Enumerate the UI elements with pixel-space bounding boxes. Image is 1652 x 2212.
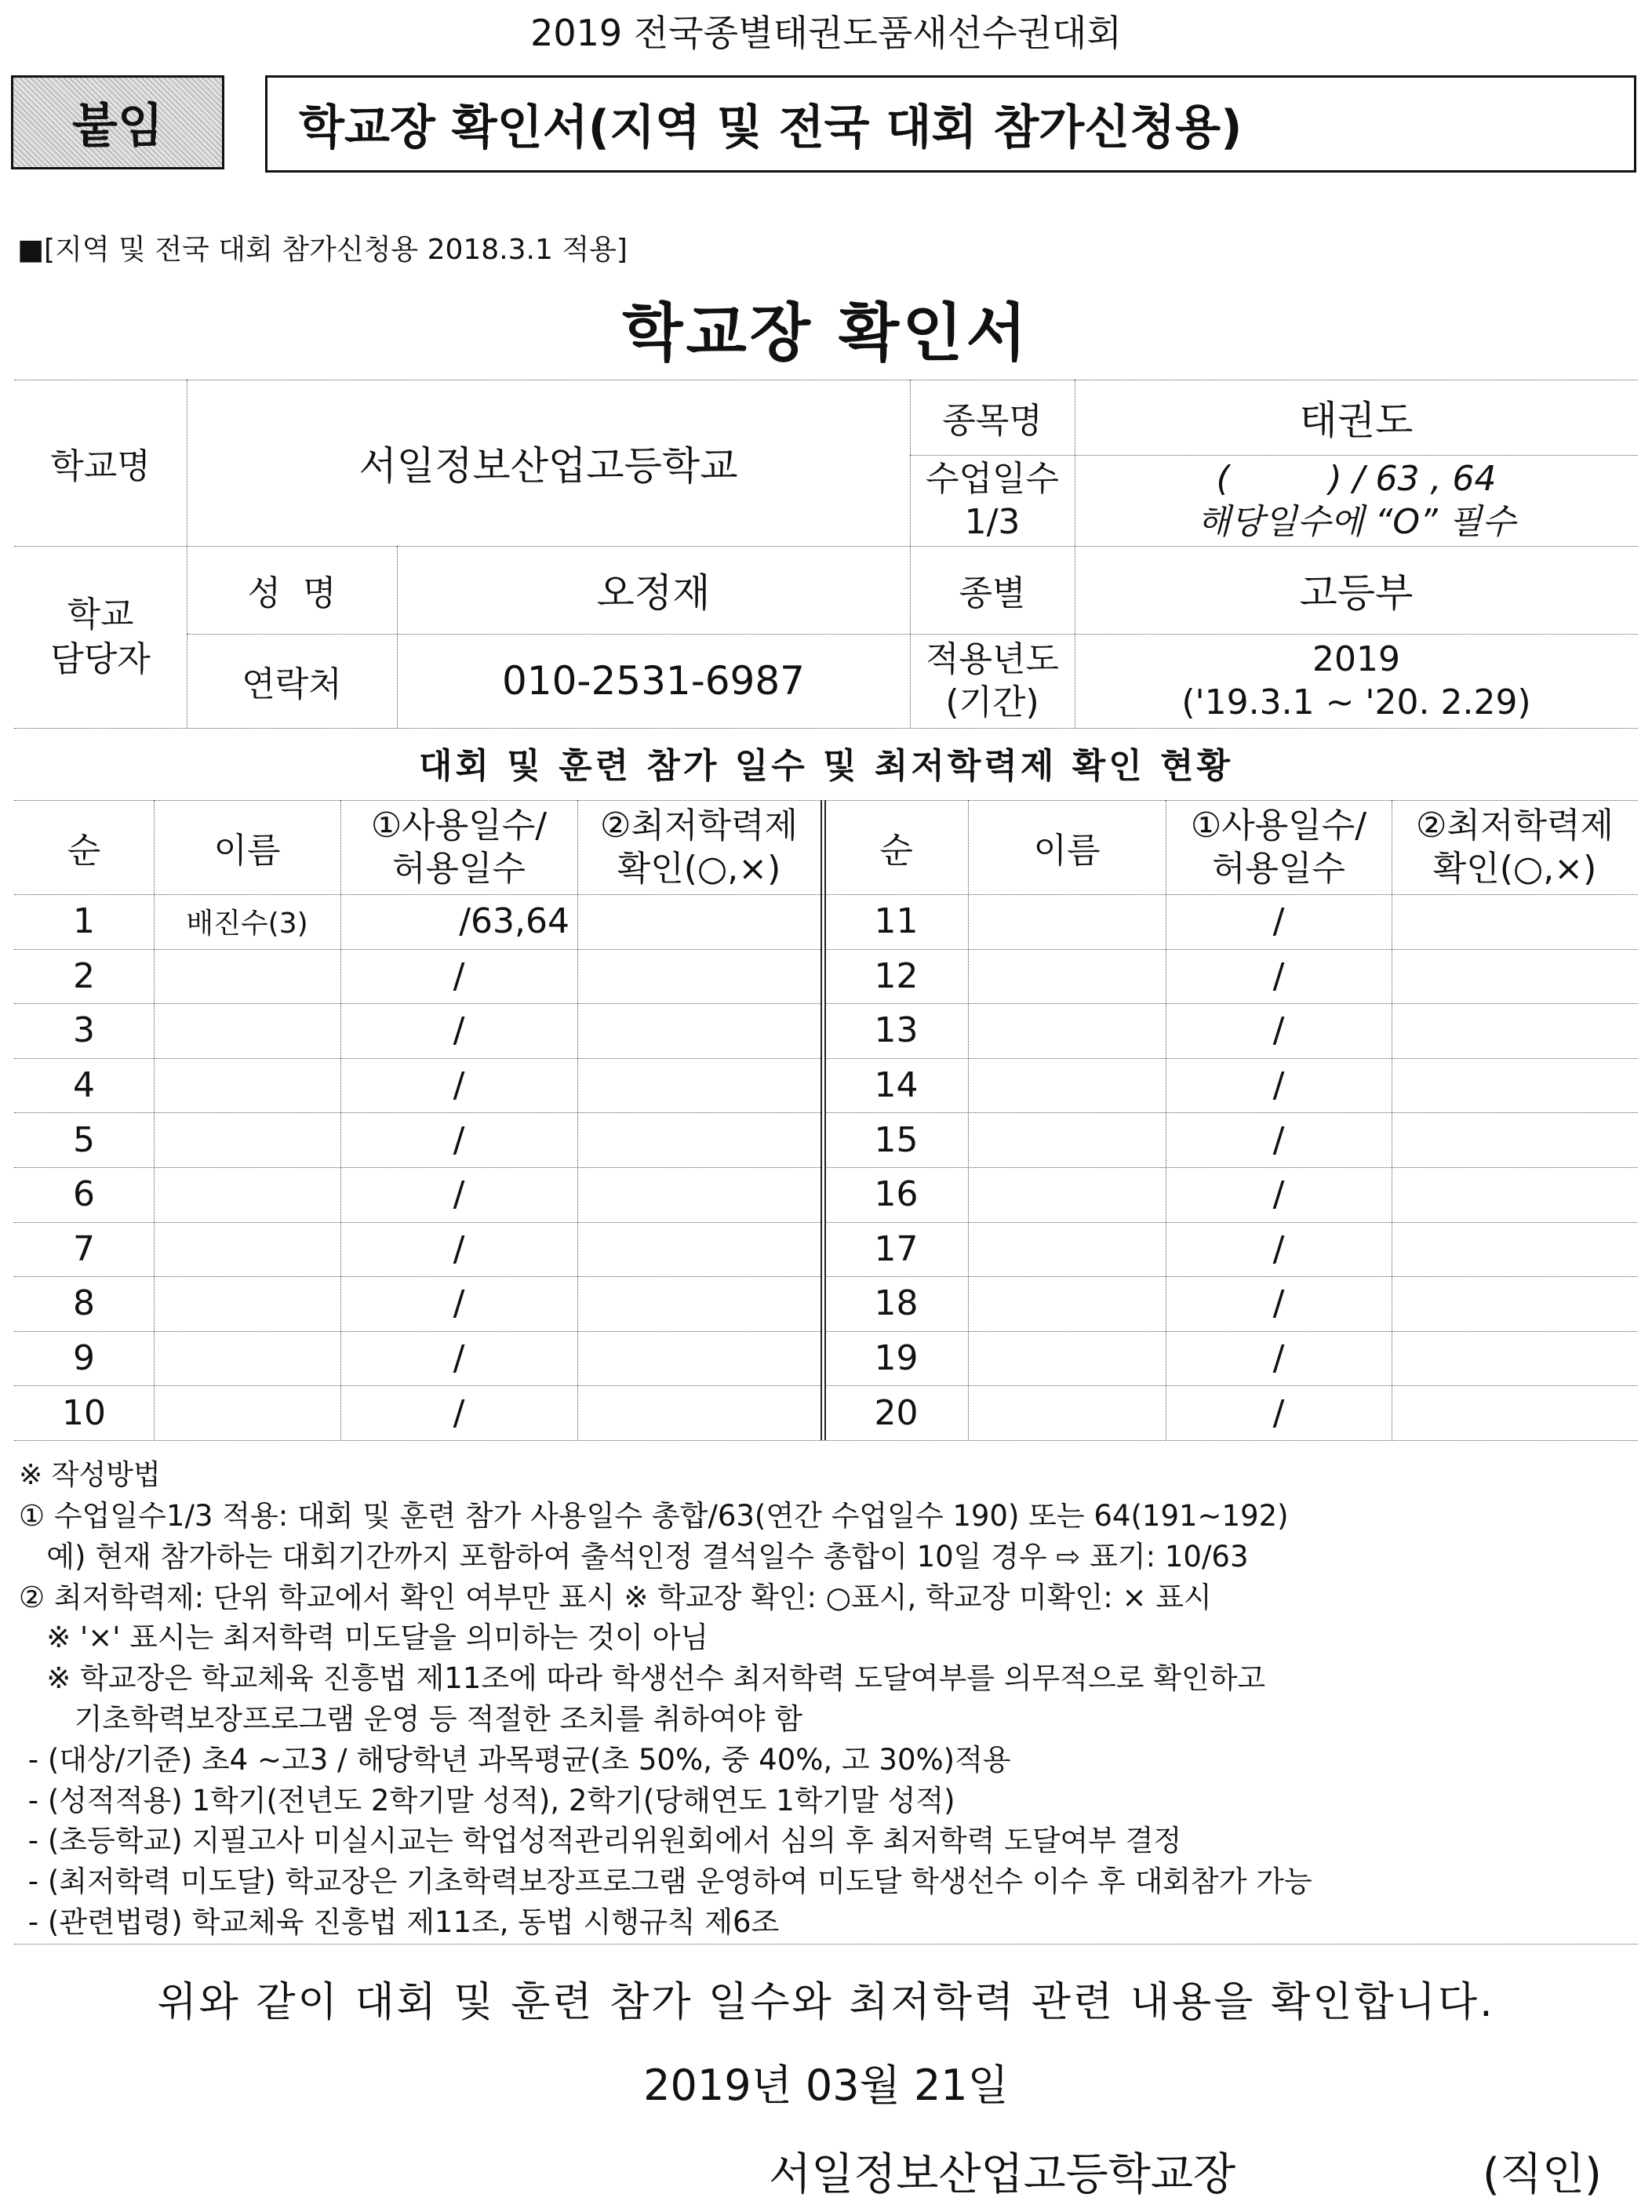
- event-name-value: 태권도: [1299, 398, 1414, 443]
- left-row-check[interactable]: [577, 1167, 821, 1222]
- left-row-check[interactable]: [577, 1222, 821, 1277]
- right-row-name[interactable]: [968, 1003, 1166, 1058]
- left-row-days[interactable]: /: [453, 955, 465, 996]
- left-row-name[interactable]: [154, 1276, 340, 1331]
- left-row-days[interactable]: /: [453, 1392, 465, 1433]
- right-row-name[interactable]: [968, 1276, 1166, 1331]
- left-row-check[interactable]: [577, 1003, 821, 1058]
- right-row-check[interactable]: [1392, 1331, 1638, 1386]
- instructions-heading: ※ 작성방법: [19, 1459, 161, 1491]
- left-row-number: 5: [73, 1119, 95, 1160]
- school-days-label-2: 1/3: [964, 502, 1021, 542]
- apply-year-label-2: (기간): [945, 682, 1039, 722]
- right-row-number: 19: [874, 1338, 919, 1379]
- school-days-label: [910, 455, 1075, 546]
- left-row-name[interactable]: [154, 1058, 340, 1113]
- left-row-name[interactable]: [154, 949, 340, 1004]
- header-days-2: 허용일수: [1211, 849, 1345, 889]
- left-row-check[interactable]: [577, 1058, 821, 1113]
- right-row-name[interactable]: [968, 894, 1166, 949]
- right-row-check[interactable]: [1392, 1167, 1638, 1222]
- divider: [14, 1944, 1638, 1945]
- left-row-number: 6: [73, 1174, 95, 1215]
- contact-label: 연락처: [242, 664, 342, 704]
- header-days: [340, 800, 577, 894]
- school-manager-label-1: 학교: [67, 594, 134, 635]
- document-title: 학교장 확인서: [622, 297, 1030, 369]
- header-name: 이름: [1033, 831, 1101, 871]
- divider: [14, 728, 1638, 729]
- right-row-number: 16: [874, 1174, 919, 1215]
- left-row-number: 7: [73, 1228, 95, 1269]
- right-row-name[interactable]: [968, 1112, 1166, 1167]
- right-row-name[interactable]: [968, 1385, 1166, 1440]
- left-row-name[interactable]: [154, 1112, 340, 1167]
- school-manager-label: [14, 546, 187, 728]
- left-row-number: 3: [73, 1010, 95, 1051]
- instruction-line: ※ 학교장은 학교체육 진흥법 제11조에 따라 학생선수 최저학력 도달여부를 의무적으로 확인하고: [19, 1661, 1266, 1696]
- left-row-days[interactable]: /: [453, 1065, 465, 1106]
- right-row-number: 13: [874, 1010, 919, 1051]
- header-no: 순: [879, 831, 913, 871]
- right-row-days[interactable]: /: [1272, 1010, 1285, 1051]
- school-manager-label-2: 담당자: [50, 639, 151, 679]
- manager-name-value: 오정재: [596, 570, 711, 616]
- divider: [821, 800, 822, 1440]
- right-row-days[interactable]: /: [1272, 955, 1285, 996]
- left-row-days[interactable]: /: [453, 1119, 465, 1160]
- header-title: 학교장 확인서(지역 및 전국 대회 참가신청용): [299, 100, 1243, 155]
- header-days-1: ①사용일수/: [1190, 806, 1367, 846]
- confirmation-date: 2019년 03월 21일: [643, 2061, 1009, 2110]
- right-row-check[interactable]: [1392, 1112, 1638, 1167]
- instruction-line: 기초학력보장프로그램 운영 등 적절한 조치를 취하여야 함: [19, 1702, 802, 1736]
- apply-year-label-1: 적용년도: [925, 639, 1059, 679]
- header-check-1: ②최저학력제: [1416, 806, 1614, 846]
- right-row-check[interactable]: [1392, 949, 1638, 1004]
- right-row-number: 17: [874, 1228, 919, 1269]
- left-row-days[interactable]: /: [453, 1338, 465, 1379]
- instruction-line: ① 수업일수1/3 적용: 대회 및 훈련 참가 사용일수 총합/63(연간 수업일수 190) 또는 64(191~192): [19, 1499, 1289, 1533]
- left-row-check[interactable]: [577, 1331, 821, 1386]
- right-row-name[interactable]: [968, 949, 1166, 1004]
- left-row-number: 10: [62, 1392, 106, 1433]
- right-row-name[interactable]: [968, 1058, 1166, 1113]
- left-row-number: 1: [73, 901, 95, 942]
- right-row-number: 14: [874, 1065, 919, 1106]
- instruction-line: - (대상/기준) 초4 ~고3 / 해당학년 과목평균(초 50%, 중 40%, 고 30%)적용: [19, 1742, 1011, 1777]
- left-row-number: 9: [73, 1338, 95, 1379]
- school-days-note: 해당일수에 “O” 필수: [1197, 502, 1516, 542]
- category-value: 고등부: [1299, 570, 1414, 616]
- left-row-check[interactable]: [577, 949, 821, 1004]
- right-row-check[interactable]: [1392, 1222, 1638, 1277]
- school-name-label: 학교명: [50, 446, 151, 486]
- attachment-badge: [11, 75, 224, 169]
- official-seal: (직인): [1483, 2149, 1602, 2200]
- apply-year: 2019: [1312, 639, 1400, 679]
- school-days-label-1: 수업일수: [925, 459, 1059, 499]
- event-title: 2019 전국종별태권도품새선수권대회: [530, 12, 1122, 54]
- header-check: [1392, 800, 1638, 894]
- right-row-name[interactable]: [968, 1167, 1166, 1222]
- instruction-line: ※ '×' 표시는 최저학력 미도달을 의미하는 것이 아님: [19, 1621, 709, 1655]
- right-row-name[interactable]: [968, 1222, 1166, 1277]
- left-row-name[interactable]: [154, 1331, 340, 1386]
- left-row-check[interactable]: [577, 1112, 821, 1167]
- apply-period: ('19.3.1 ~ '20. 2.29): [1181, 682, 1531, 722]
- header-check-2: 확인(○,×): [617, 849, 781, 889]
- instruction-line: - (관련법령) 학교체육 진흥법 제11조, 동법 시행규칙 제6조: [19, 1905, 780, 1939]
- principal-signature: 서일정보산업고등학교장: [769, 2149, 1236, 2200]
- right-row-check[interactable]: [1392, 1276, 1638, 1331]
- apply-year-label: [910, 634, 1075, 728]
- right-row-number: 15: [874, 1119, 919, 1160]
- apply-year-value: [1075, 634, 1638, 728]
- right-row-days[interactable]: /: [1272, 901, 1285, 942]
- left-row-check[interactable]: [577, 1385, 821, 1440]
- school-days-value: ( ) / 63 , 64: [1216, 459, 1497, 499]
- right-row-days[interactable]: /: [1272, 1065, 1285, 1106]
- manager-name-label: 성 명: [247, 573, 337, 613]
- left-row-number: 4: [73, 1065, 95, 1106]
- right-row-check[interactable]: [1392, 1058, 1638, 1113]
- header-days-2: 허용일수: [391, 849, 526, 889]
- instruction-line: - (최저학력 미도달) 학교장은 기초학력보장프로그램 운영하여 미도달 학생선수 이수 후 대회참가 가능: [19, 1865, 1312, 1899]
- left-row-check[interactable]: [577, 894, 821, 949]
- right-row-days[interactable]: /: [1272, 1392, 1285, 1433]
- header-days: [1166, 800, 1392, 894]
- left-row-days[interactable]: /: [453, 1010, 465, 1051]
- instruction-line: - (초등학교) 지필고사 미실시교는 학업성적관리위원회에서 심의 후 최저학력 도달여부 결정: [19, 1824, 1182, 1858]
- right-row-name[interactable]: [968, 1331, 1166, 1386]
- left-row-days[interactable]: /: [453, 1283, 465, 1324]
- left-row-name[interactable]: [154, 1222, 340, 1277]
- instruction-line: - (성적적용) 1학기(전년도 2학기말 성적), 2학기(당해연도 1학기말 성적): [19, 1783, 955, 1817]
- left-row-days[interactable]: /: [453, 1228, 465, 1269]
- left-row-days[interactable]: /: [453, 1174, 465, 1215]
- left-row-days[interactable]: /63,64: [459, 901, 569, 942]
- left-row-check[interactable]: [577, 1276, 821, 1331]
- confirmation-statement: 위와 같이 대회 및 훈련 참가 일수와 최저학력 관련 내용을 확인합니다.: [157, 1979, 1495, 2026]
- instruction-line: ② 최저학력제: 단위 학교에서 확인 여부만 표시 ※ 학교장 확인: ○표시, 학교장 미확인: × 표시: [19, 1580, 1212, 1614]
- right-row-days[interactable]: /: [1272, 1338, 1285, 1379]
- attachment-label: 붙임: [72, 99, 163, 154]
- status-title: 대회 및 훈련 참가 일수 및 최저학력제 확인 현황: [418, 746, 1234, 786]
- school-name-value: 서일정보산업고등학교: [358, 443, 738, 489]
- left-row-name[interactable]: 배진수(3): [186, 908, 308, 940]
- header-check: [577, 800, 821, 894]
- left-row-number: 2: [73, 955, 95, 996]
- apply-note: ■[지역 및 전국 대회 참가신청용 2018.3.1 적용]: [17, 234, 628, 266]
- school-days-field[interactable]: [1075, 455, 1638, 546]
- right-row-number: 11: [874, 901, 919, 942]
- header-check-2: 확인(○,×): [1432, 849, 1597, 889]
- header-name: 이름: [213, 831, 281, 871]
- right-row-number: 18: [874, 1283, 919, 1324]
- left-row-name[interactable]: [154, 1167, 340, 1222]
- left-row-name[interactable]: [154, 1003, 340, 1058]
- event-name-label: 종목명: [942, 401, 1043, 441]
- right-row-check[interactable]: [1392, 894, 1638, 949]
- right-row-days[interactable]: /: [1272, 1119, 1285, 1160]
- header-title-box: [265, 75, 1636, 173]
- left-row-number: 8: [73, 1283, 95, 1324]
- header-check-1: ②최저학력제: [600, 806, 798, 846]
- right-row-check[interactable]: [1392, 1385, 1638, 1440]
- category-label: 종별: [959, 573, 1026, 613]
- contact-value: 010-2531-6987: [501, 658, 805, 704]
- right-row-number: 12: [874, 955, 919, 996]
- header-days-1: ①사용일수/: [370, 806, 548, 846]
- right-row-days[interactable]: /: [1272, 1228, 1285, 1269]
- instruction-line: 예) 현재 참가하는 대회기간까지 포함하여 출석인정 결석일수 총합이 10일 경우 ⇨ 표기: 10/63: [19, 1539, 1249, 1574]
- divider: [14, 1440, 1638, 1441]
- right-row-days[interactable]: /: [1272, 1283, 1285, 1324]
- right-row-check[interactable]: [1392, 1003, 1638, 1058]
- right-row-days[interactable]: /: [1272, 1174, 1285, 1215]
- left-row-name[interactable]: [154, 1385, 340, 1440]
- right-row-number: 20: [874, 1392, 919, 1433]
- header-no: 순: [67, 831, 101, 871]
